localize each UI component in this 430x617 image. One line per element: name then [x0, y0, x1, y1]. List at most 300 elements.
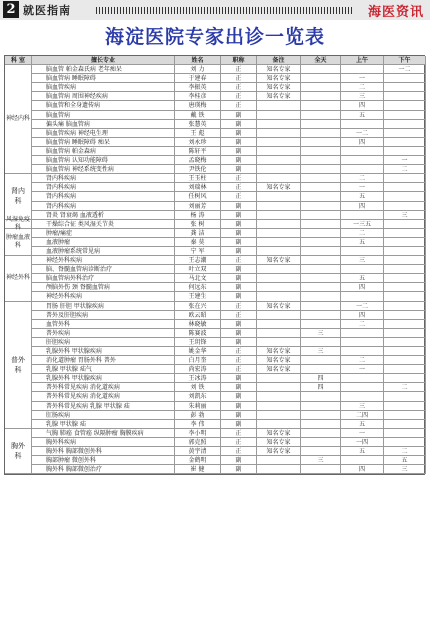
morning-cell: 一: [341, 183, 384, 192]
afternoon-cell: [384, 83, 426, 92]
afternoon-cell: [384, 311, 426, 320]
doctor-name-cell: 林晓敏: [175, 320, 221, 329]
rank-cell: 正: [221, 447, 257, 456]
morning-cell: 五: [341, 420, 384, 429]
afternoon-cell: [384, 429, 426, 438]
morning-cell: [341, 338, 384, 347]
doctor-name-cell: 王建生: [175, 292, 221, 301]
morning-cell: 一: [341, 74, 384, 83]
specialty-cell: 脑血管疾病 神经电生理: [32, 129, 175, 138]
afternoon-cell: 一: [384, 156, 426, 165]
rank-cell: 副: [221, 111, 257, 120]
note-cell: [257, 456, 301, 465]
note-cell: 知名专家: [257, 365, 301, 374]
department-cell: 肿瘤血液科: [5, 229, 32, 256]
rank-cell: 副: [221, 229, 257, 238]
doctor-name-cell: 刘 力: [175, 65, 221, 74]
afternoon-cell: [384, 302, 426, 311]
doctor-name-cell: 郭克照: [175, 438, 221, 447]
afternoon-cell: 一二: [384, 65, 426, 74]
morning-cell: 二: [341, 174, 384, 183]
specialty-cell: 脑血管病外科治疗: [32, 274, 175, 283]
morning-cell: [341, 211, 384, 220]
afternoon-cell: 三: [384, 211, 426, 220]
note-cell: [257, 229, 301, 238]
morning-cell: 一四: [341, 438, 384, 447]
afternoon-cell: 二: [384, 165, 426, 174]
allday-cell: [301, 392, 341, 401]
doctor-name-cell: 金鹤明: [175, 456, 221, 465]
allday-cell: [301, 238, 341, 247]
specialty-cell: 脑、脊髓血管病诊断治疗: [32, 265, 175, 274]
doctor-name-cell: 于建春: [175, 74, 221, 83]
note-cell: [257, 147, 301, 156]
morning-cell: [341, 456, 384, 465]
doctor-name-cell: 李小明: [175, 429, 221, 438]
rank-cell: 正: [221, 192, 257, 201]
department-cell: 神经内科: [5, 65, 32, 174]
specialty-cell: 干燥综合征 类风湿关节炎: [32, 220, 175, 229]
note-cell: [257, 211, 301, 220]
specialty-cell: 胃肠 肝胆 甲状腺疾病: [32, 302, 175, 311]
specialty-cell: 脑血管病 认知功能障碍: [32, 156, 175, 165]
afternoon-cell: [384, 356, 426, 365]
doctor-name-cell: 王玉柱: [175, 174, 221, 183]
specialty-cell: 神经外科疾病: [32, 256, 175, 265]
afternoon-cell: [384, 220, 426, 229]
allday-cell: 三: [301, 347, 341, 356]
doctor-name-cell: 王玥锋: [175, 338, 221, 347]
specialty-cell: 肛肠疾病: [32, 411, 175, 420]
rank-cell: 正: [221, 183, 257, 192]
header-stripe-divider: [96, 7, 354, 14]
allday-cell: [301, 101, 341, 110]
allday-cell: [301, 74, 341, 83]
afternoon-cell: [384, 92, 426, 101]
afternoon-cell: [384, 265, 426, 274]
afternoon-cell: [384, 101, 426, 110]
afternoon-cell: [384, 256, 426, 265]
allday-cell: [301, 356, 341, 365]
rank-cell: 正: [221, 365, 257, 374]
doctor-name-cell: 彭 勃: [175, 411, 221, 420]
morning-cell: 一三五: [341, 220, 384, 229]
note-cell: 知名专家: [257, 92, 301, 101]
morning-cell: 二: [341, 83, 384, 92]
morning-cell: [341, 156, 384, 165]
afternoon-cell: [384, 147, 426, 156]
note-cell: [257, 202, 301, 211]
doctor-name-cell: 王冰涛: [175, 374, 221, 383]
doctor-name-cell: 白月奎: [175, 356, 221, 365]
afternoon-cell: [384, 202, 426, 211]
allday-cell: [301, 311, 341, 320]
morning-cell: 二四: [341, 411, 384, 420]
rank-cell: 副: [221, 156, 257, 165]
morning-cell: [341, 347, 384, 356]
col-header-note: 备注: [257, 56, 301, 65]
afternoon-cell: [384, 347, 426, 356]
rank-cell: 副: [221, 120, 257, 129]
note-cell: 知名专家: [257, 83, 301, 92]
note-cell: 知名专家: [257, 183, 301, 192]
specialty-cell: 普外及肝胆疾病: [32, 311, 175, 320]
morning-cell: 二: [341, 356, 384, 365]
morning-cell: 三: [341, 92, 384, 101]
doctor-name-cell: 王 彪: [175, 129, 221, 138]
morning-cell: [341, 165, 384, 174]
note-cell: [257, 192, 301, 201]
allday-cell: 四: [301, 374, 341, 383]
note-cell: 知名专家: [257, 438, 301, 447]
specialty-cell: 神经外科疾病: [32, 292, 175, 301]
note-cell: 知名专家: [257, 65, 301, 74]
allday-cell: [301, 111, 341, 120]
specialty-cell: 血液肿瘤系统常见病: [32, 247, 175, 256]
doctor-name-cell: 叶立双: [175, 265, 221, 274]
rank-cell: 正: [221, 101, 257, 110]
afternoon-cell: [384, 283, 426, 292]
note-cell: [257, 220, 301, 229]
note-cell: [257, 174, 301, 183]
note-cell: [257, 138, 301, 147]
specialty-cell: 普外科常见疾病 乳腺 甲状腺 疝: [32, 402, 175, 411]
allday-cell: [301, 202, 341, 211]
doctor-name-cell: 李振英: [175, 83, 221, 92]
specialty-cell: 脑血管疾病: [32, 83, 175, 92]
morning-cell: 五: [341, 238, 384, 247]
doctor-name-cell: 崔 健: [175, 465, 221, 474]
note-cell: [257, 238, 301, 247]
rank-cell: 正: [221, 83, 257, 92]
allday-cell: [301, 165, 341, 174]
afternoon-cell: [384, 338, 426, 347]
morning-cell: 四: [341, 202, 384, 211]
note-cell: 知名专家: [257, 347, 301, 356]
afternoon-cell: [384, 111, 426, 120]
col-header-specialty: 擅长专业: [32, 56, 175, 65]
morning-cell: [341, 292, 384, 301]
rank-cell: 副: [221, 274, 257, 283]
col-header-allday: 全天: [301, 56, 341, 65]
afternoon-cell: [384, 174, 426, 183]
note-cell: [257, 101, 301, 110]
note-cell: [257, 329, 301, 338]
allday-cell: [301, 292, 341, 301]
rank-cell: 正: [221, 438, 257, 447]
specialty-cell: 肾内科疾病: [32, 202, 175, 211]
afternoon-cell: [384, 238, 426, 247]
specialty-cell: 胸外科 胸部微创外科: [32, 447, 175, 456]
doctor-name-cell: 刘瑞林: [175, 183, 221, 192]
allday-cell: [301, 129, 341, 138]
morning-cell: [341, 265, 384, 274]
morning-cell: 二: [341, 229, 384, 238]
allday-cell: [301, 83, 341, 92]
morning-cell: 四: [341, 465, 384, 474]
specialty-cell: 肝胆疾病: [32, 338, 175, 347]
doctor-name-cell: 姚金华: [175, 347, 221, 356]
department-cell: 风湿免疫科: [5, 215, 30, 231]
rank-cell: 副: [221, 383, 257, 392]
doctor-name-cell: 马北文: [175, 274, 221, 283]
allday-cell: [301, 420, 341, 429]
morning-cell: 四: [341, 283, 384, 292]
allday-cell: [301, 447, 341, 456]
note-cell: [257, 265, 301, 274]
note-cell: [257, 374, 301, 383]
doctor-name-cell: 秦 莫: [175, 238, 221, 247]
allday-cell: 三: [301, 329, 341, 338]
rank-cell: 副: [221, 402, 257, 411]
allday-cell: [301, 156, 341, 165]
morning-cell: 一二: [341, 302, 384, 311]
doctor-name-cell: 刘丽芳: [175, 202, 221, 211]
allday-cell: [301, 247, 341, 256]
col-header-am: 上午: [341, 56, 384, 65]
page-header: [0, 0, 430, 20]
afternoon-cell: [384, 229, 426, 238]
morning-cell: 五: [341, 447, 384, 456]
specialty-cell: 普外疾病: [32, 329, 175, 338]
note-cell: 知名专家: [257, 356, 301, 365]
afternoon-cell: [384, 120, 426, 129]
afternoon-cell: [384, 129, 426, 138]
morning-cell: 五: [341, 274, 384, 283]
specialty-cell: 脑血管病 睡眠障碍 痴呆: [32, 138, 175, 147]
note-cell: [257, 402, 301, 411]
rank-cell: 副: [221, 329, 257, 338]
note-cell: [257, 274, 301, 283]
allday-cell: 四: [301, 383, 341, 392]
col-header-name: 姓名: [175, 56, 221, 65]
allday-cell: [301, 302, 341, 311]
rank-cell: 副: [221, 283, 257, 292]
note-cell: [257, 111, 301, 120]
rank-cell: 副: [221, 320, 257, 329]
allday-cell: [301, 338, 341, 347]
doctor-name-cell: 孟晓梅: [175, 156, 221, 165]
note-cell: [257, 292, 301, 301]
specialty-cell: 肾内科疾病: [32, 192, 175, 201]
allday-cell: [301, 138, 341, 147]
schedule-table: [4, 55, 425, 475]
col-header-department: 科 室: [5, 56, 32, 65]
specialty-cell: 血液肿瘤: [32, 238, 175, 247]
note-cell: [257, 311, 301, 320]
doctor-name-cell: 刘 铁: [175, 383, 221, 392]
note-cell: [257, 383, 301, 392]
doctor-name-cell: 张 树: [175, 220, 221, 229]
afternoon-cell: [384, 138, 426, 147]
specialty-cell: 脑血管病 睡眠障碍: [32, 74, 175, 83]
specialty-cell: 气胸 肺癌 食管癌 纵隔肿瘤 胸膜疾病: [32, 429, 175, 438]
morning-cell: 一: [341, 365, 384, 374]
doctor-name-cell: 尹铁伦: [175, 165, 221, 174]
doctor-name-cell: 陈赛波: [175, 329, 221, 338]
allday-cell: [301, 256, 341, 265]
specialty-cell: 脑血管病: [32, 111, 175, 120]
afternoon-cell: [384, 411, 426, 420]
note-cell: 知名专家: [257, 256, 301, 265]
specialty-cell: 脑血管 帕金森氏病 老年痴呆: [32, 65, 175, 74]
morning-cell: 二: [341, 320, 384, 329]
rank-cell: 副: [221, 147, 257, 156]
rank-cell: 副: [221, 465, 257, 474]
morning-cell: 五: [341, 111, 384, 120]
specialty-cell: 脑血管病 周围神经疾病: [32, 92, 175, 101]
note-cell: [257, 120, 301, 129]
rank-cell: 正: [221, 356, 257, 365]
afternoon-cell: 三: [384, 465, 426, 474]
specialty-cell: 乳腺 甲状腺 疝: [32, 420, 175, 429]
rank-cell: 正: [221, 302, 257, 311]
allday-cell: [301, 147, 341, 156]
specialty-cell: 乳腺 甲状腺 疝气: [32, 365, 175, 374]
allday-cell: [301, 174, 341, 183]
specialty-cell: 血管外科: [32, 320, 175, 329]
afternoon-cell: [384, 320, 426, 329]
note-cell: [257, 420, 301, 429]
morning-cell: [341, 247, 384, 256]
note-cell: 知名专家: [257, 302, 301, 311]
doctor-name-cell: 王志潮: [175, 256, 221, 265]
specialty-cell: 偏头痛 脑血管病: [32, 120, 175, 129]
rank-cell: 副: [221, 202, 257, 211]
doctor-name-cell: 杨 涛: [175, 211, 221, 220]
afternoon-cell: [384, 274, 426, 283]
afternoon-cell: 二: [384, 447, 426, 456]
department-cell: 普外科: [5, 302, 32, 429]
rank-cell: 正: [221, 65, 257, 74]
note-cell: [257, 320, 301, 329]
rank-cell: 正: [221, 429, 257, 438]
note-cell: [257, 392, 301, 401]
specialty-cell: 胸外科疾病: [32, 438, 175, 447]
specialty-cell: 消化道肿瘤 胃肠外科 普外: [32, 356, 175, 365]
specialty-cell: 肾内科疾病: [32, 174, 175, 183]
doctor-name-cell: 陈轩平: [175, 147, 221, 156]
allday-cell: [301, 65, 341, 74]
specialty-cell: 胸外科 胸部微创治疗: [32, 465, 175, 474]
allday-cell: [301, 465, 341, 474]
allday-cell: [301, 211, 341, 220]
specialty-cell: 胸部肿瘤 微创外科: [32, 456, 175, 465]
rank-cell: 副: [221, 392, 257, 401]
rank-cell: 副: [221, 220, 257, 229]
col-header-title: 职称: [221, 56, 257, 65]
allday-cell: [301, 92, 341, 101]
rank-cell: 副: [221, 238, 257, 247]
rank-cell: 副: [221, 211, 257, 220]
rank-cell: 正: [221, 92, 257, 101]
afternoon-cell: [384, 247, 426, 256]
rank-cell: 正: [221, 256, 257, 265]
doctor-name-cell: 宁 军: [175, 247, 221, 256]
afternoon-cell: [384, 329, 426, 338]
publication-title: 海医资讯: [367, 5, 424, 20]
doctor-name-cell: 欧云昭: [175, 311, 221, 320]
morning-cell: 五: [341, 192, 384, 201]
morning-cell: 三: [341, 256, 384, 265]
afternoon-cell: [384, 74, 426, 83]
allday-cell: [301, 438, 341, 447]
allday-cell: [301, 283, 341, 292]
specialty-cell: 脑血管病 帕金森病: [32, 147, 175, 156]
rank-cell: 正: [221, 311, 257, 320]
allday-cell: [301, 229, 341, 238]
morning-cell: [341, 392, 384, 401]
doctor-name-cell: 尚宏涛: [175, 365, 221, 374]
allday-cell: 三: [301, 456, 341, 465]
rank-cell: 正: [221, 347, 257, 356]
note-cell: [257, 338, 301, 347]
rank-cell: 副: [221, 138, 257, 147]
afternoon-cell: [384, 374, 426, 383]
department-cell: 肾内科: [5, 174, 32, 219]
afternoon-cell: [384, 438, 426, 447]
note-cell: [257, 129, 301, 138]
afternoon-cell: [384, 292, 426, 301]
doctor-name-cell: 张在兴: [175, 302, 221, 311]
allday-cell: [301, 402, 341, 411]
rank-cell: 副: [221, 129, 257, 138]
doctor-name-cell: 黄宇清: [175, 447, 221, 456]
morning-cell: 四: [341, 138, 384, 147]
doctor-name-cell: 戴 铁: [175, 111, 221, 120]
rank-cell: 副: [221, 338, 257, 347]
specialty-cell: 普外科常见疾病 消化道疾病: [32, 383, 175, 392]
rank-cell: 副: [221, 420, 257, 429]
note-cell: 知名专家: [257, 447, 301, 456]
doctor-name-cell: 龚 洁: [175, 229, 221, 238]
rank-cell: 副: [221, 165, 257, 174]
specialty-cell: 脑血管病 神经系统变性病: [32, 165, 175, 174]
specialty-cell: 乳腺外科 甲状腺疾病: [32, 347, 175, 356]
morning-cell: [341, 65, 384, 74]
page-number: 2: [3, 1, 19, 18]
rank-cell: 副: [221, 247, 257, 256]
afternoon-cell: [384, 365, 426, 374]
doctor-name-cell: 李 伟: [175, 420, 221, 429]
morning-cell: 一: [341, 429, 384, 438]
note-cell: 知名专家: [257, 429, 301, 438]
doctor-name-cell: 唐瑛梅: [175, 101, 221, 110]
afternoon-cell: [384, 183, 426, 192]
rank-cell: 正: [221, 74, 257, 83]
allday-cell: [301, 220, 341, 229]
specialty-cell: 肾炎 肾衰竭 血液透析: [32, 211, 175, 220]
note-cell: [257, 247, 301, 256]
allday-cell: [301, 183, 341, 192]
morning-cell: 三: [341, 402, 384, 411]
doctor-name-cell: 任树风: [175, 192, 221, 201]
allday-cell: [301, 365, 341, 374]
afternoon-cell: 二: [384, 383, 426, 392]
morning-cell: 四: [341, 311, 384, 320]
morning-cell: [341, 147, 384, 156]
allday-cell: [301, 429, 341, 438]
rank-cell: 副: [221, 292, 257, 301]
morning-cell: [341, 329, 384, 338]
rank-cell: 正: [221, 174, 257, 183]
note-cell: [257, 411, 301, 420]
allday-cell: [301, 192, 341, 201]
specialty-cell: 乳腺外科 甲状腺疾病: [32, 374, 175, 383]
specialty-cell: 脑血管和全身遗传病: [32, 101, 175, 110]
specialty-cell: 肾内科疾病: [32, 183, 175, 192]
rank-cell: 副: [221, 374, 257, 383]
